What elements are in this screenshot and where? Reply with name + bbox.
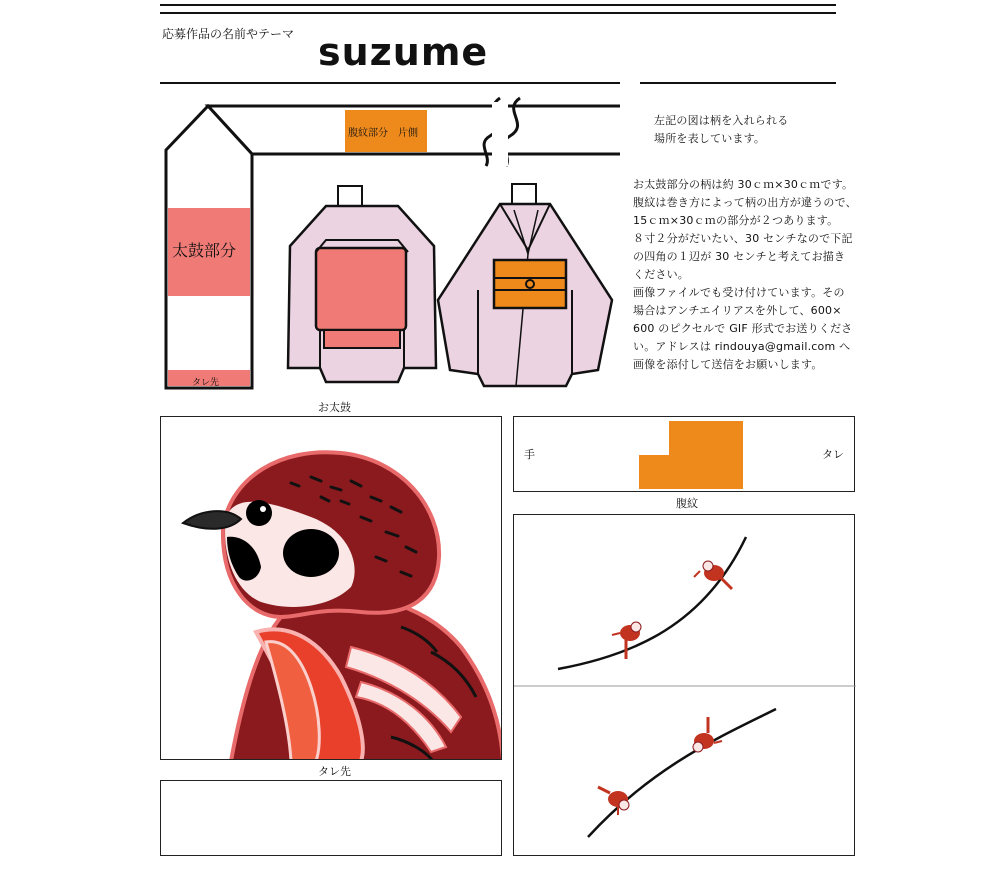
kimono-back-illustration <box>286 182 438 388</box>
instruction-line: お太鼓部分の柄は約 30ｃｍ×30ｃｍです。 <box>633 178 854 191</box>
otaiko-label: お太鼓 <box>318 401 351 414</box>
instructions <box>633 176 857 374</box>
tare-end-label: タレ <box>822 448 844 461</box>
te-label: 手 <box>524 448 535 461</box>
instruction-line: 場合はアンチエイリアスを外して、600× <box>633 304 842 317</box>
haramon-strip-panel <box>513 416 855 492</box>
tare-label: タレ先 <box>192 378 220 388</box>
instruction-line: 画像を添付して送信をお願いします。 <box>633 358 823 371</box>
haramon-half-label: 腹紋部分 片側 <box>348 128 418 139</box>
sparrow-closeup-illustration <box>161 417 502 760</box>
header-rule <box>160 82 836 84</box>
top-rule-1 <box>160 4 836 6</box>
instruction-line: ください。 <box>633 268 689 281</box>
tare-saki-label: タレ先 <box>318 765 351 778</box>
taiko-label: 太鼓部分 <box>172 241 237 260</box>
page-title: suzume <box>318 30 489 74</box>
note-line-1: 左記の図は柄を入れられる <box>654 114 789 127</box>
kimono-front-illustration <box>436 180 616 388</box>
instruction-line: 腹紋は巻き方によって柄の出方が違うので、 <box>633 196 857 209</box>
haramon-upper-block <box>669 421 743 455</box>
haramon-label: 腹紋 <box>676 497 698 510</box>
haramon-front-band <box>494 260 566 308</box>
top-rule-2 <box>160 12 836 14</box>
sparrow-icon <box>693 717 722 752</box>
instruction-line: 画像ファイルでも受け付けています。その <box>633 286 845 299</box>
sparrows-branches-illustration <box>514 515 856 857</box>
otaiko-panel <box>160 416 502 760</box>
instruction-line: ８寸２分がだいたい、30 センチなので下記 <box>633 232 853 245</box>
otaiko-knot <box>316 248 406 330</box>
tare-saki-panel <box>160 780 502 856</box>
instruction-line: 600 のピクセルで GIF 形式でお送りくださ <box>633 322 853 335</box>
instruction-line: 15ｃｍ×30ｃｍの部分が２つあります。 <box>633 214 839 227</box>
sparrow-icon <box>694 561 732 589</box>
theme-label: 応募作品の名前やテーマ <box>162 27 295 41</box>
instruction-line: い。アドレスは rindouya@gmail.com へ <box>633 340 851 353</box>
haramon-lower-block <box>639 455 743 489</box>
note-line-2: 場所を表しています。 <box>654 132 766 145</box>
instruction-line: の四角の１辺が 30 センチと考えてお描き <box>633 250 846 263</box>
haramon-panel <box>513 514 855 856</box>
